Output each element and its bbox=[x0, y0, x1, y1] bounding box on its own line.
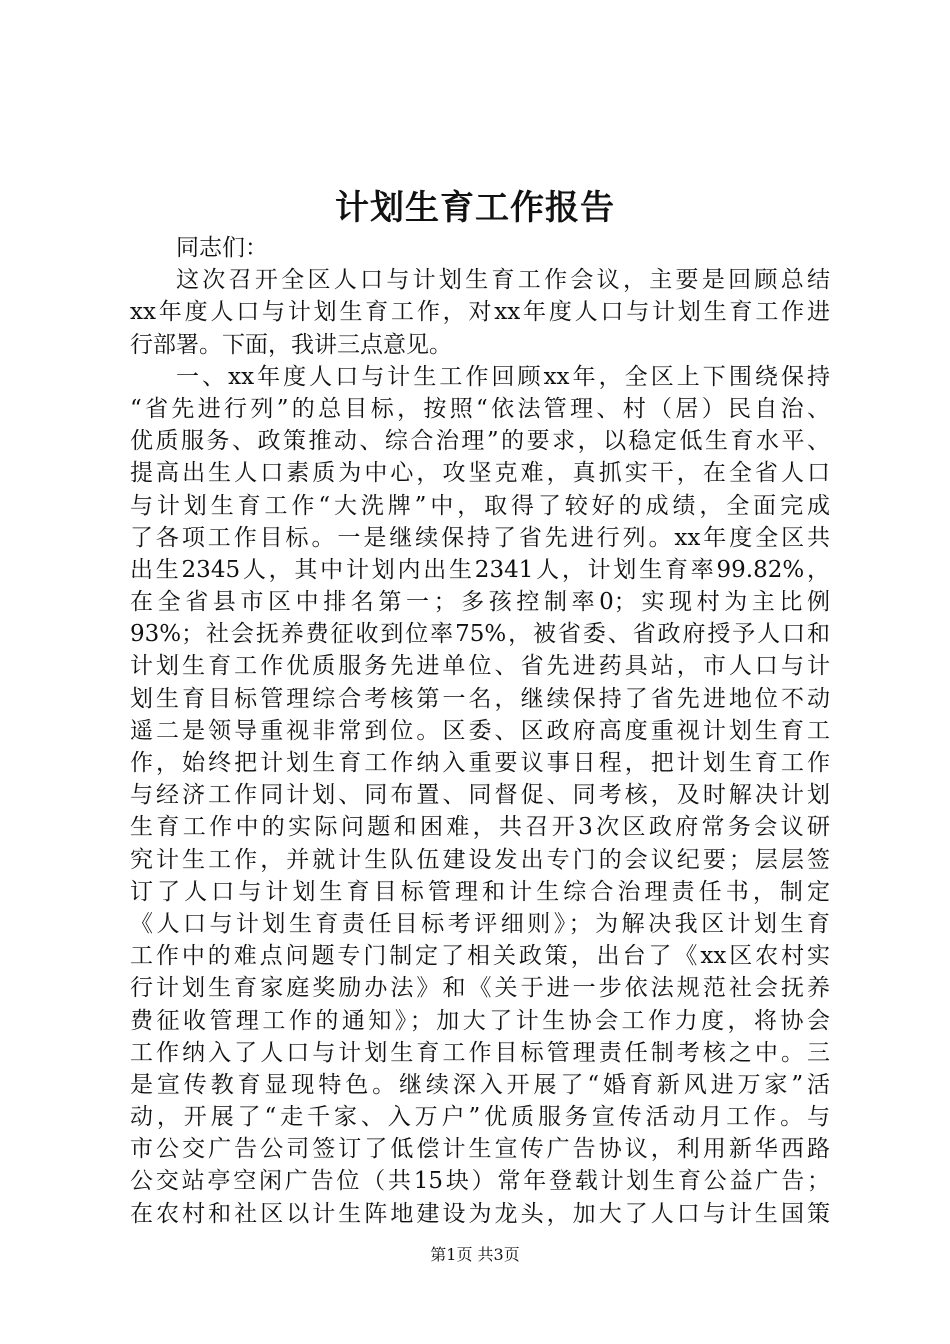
body-text-line: 工作中的难点问题专门制定了相关政策，出台了《xx区农村实 bbox=[130, 943, 830, 970]
body-text-line: 在全省县市区中排名第一；多孩控制率0；实现村为主比例 bbox=[130, 589, 830, 616]
body-text-line: 市公交广告公司签订了低偿计生宣传广告协议，利用新华西路 bbox=[130, 1136, 830, 1163]
body-text-line: 同志们： bbox=[176, 235, 268, 261]
body-text-line: 费征收管理工作的通知》；加大了计生协会工作力度，将协会 bbox=[130, 1007, 830, 1034]
body-text-line: 是宣传教育显现特色。继续深入开展了“婚育新风进万家”活 bbox=[130, 1071, 830, 1098]
body-text-line: 优质服务、政策推动、综合治理”的要求，以稳定低生育水平、 bbox=[130, 428, 830, 455]
body-text-line: xx年度人口与计划生育工作，对xx年度人口与计划生育工作进 bbox=[130, 299, 830, 326]
body-text-line: 生育工作中的实际问题和困难，共召开3次区政府常务会议研 bbox=[130, 814, 830, 841]
body-text-line: 一、xx年度人口与计生工作回顾xx年，全区上下围绕保持 bbox=[176, 363, 830, 390]
document-body bbox=[130, 232, 830, 1230]
body-text-line: 在农村和社区以计生阵地建设为龙头，加大了人口与计生国策 bbox=[130, 1200, 830, 1227]
body-text-line: 划生育目标管理综合考核第一名，继续保持了省先进地位不动 bbox=[130, 685, 830, 712]
page-footer: 第1页 共3页 bbox=[430, 1245, 520, 1264]
body-text-line: 公交站亭空闲广告位（共15块）常年登载计划生育公益广告； bbox=[130, 1168, 830, 1195]
body-text-line: 订了人口与计划生育目标管理和计生综合治理责任书，制定 bbox=[130, 878, 830, 905]
body-text-line: 作，始终把计划生育工作纳入重要议事日程，把计划生育工作 bbox=[130, 750, 830, 776]
body-text-line: 究计生工作，并就计生队伍建设发出专门的会议纪要；层层签 bbox=[130, 846, 830, 873]
body-text-line: 93%；社会抚养费征收到位率75%，被省委、省政府授予人口和 bbox=[130, 621, 830, 648]
body-text-line: 与经济工作同计划、同布置、同督促、同考核，及时解决计划 bbox=[130, 782, 830, 809]
document-title: 计划生育工作报告 bbox=[335, 188, 615, 228]
body-text-line: 工作纳入了人口与计划生育工作目标管理责任制考核之中。三 bbox=[130, 1039, 830, 1066]
body-text-line: 遥二是领导重视非常到位。区委、区政府高度重视计划生育工 bbox=[130, 717, 830, 744]
body-text-line: 提高出生人口素质为中心，攻坚克难，真抓实干，在全省人口 bbox=[130, 460, 830, 487]
body-text-line: 出生2345人，其中计划内出生2341人，计划生育率99.82%， bbox=[130, 556, 830, 583]
body-text-line: 与计划生育工作“大洗牌”中，取得了较好的成绩，全面完成 bbox=[130, 492, 830, 519]
body-text-line: 这次召开全区人口与计划生育工作会议，主要是回顾总结 bbox=[176, 267, 830, 294]
body-text-line: 行部署。下面，我讲三点意见。 bbox=[130, 331, 452, 358]
body-text-line: 《人口与计划生育责任目标考评细则》；为解决我区计划生育 bbox=[130, 910, 830, 937]
body-text-line: 计划生育工作优质服务先进单位、省先进药具站，市人口与计 bbox=[130, 653, 830, 680]
body-text-line: 行计划生育家庭奖励办法》和《关于进一步依法规范社会抚养 bbox=[130, 975, 830, 1002]
body-text-line: 了各项工作目标。一是继续保持了省先进行列。xx年度全区共 bbox=[130, 524, 830, 551]
body-text-line: 动，开展了“走千家、入万户”优质服务宣传活动月工作。与 bbox=[130, 1104, 830, 1131]
body-text-line: “省先进行列”的总目标，按照“依法管理、村（居）民自治、 bbox=[130, 395, 830, 422]
